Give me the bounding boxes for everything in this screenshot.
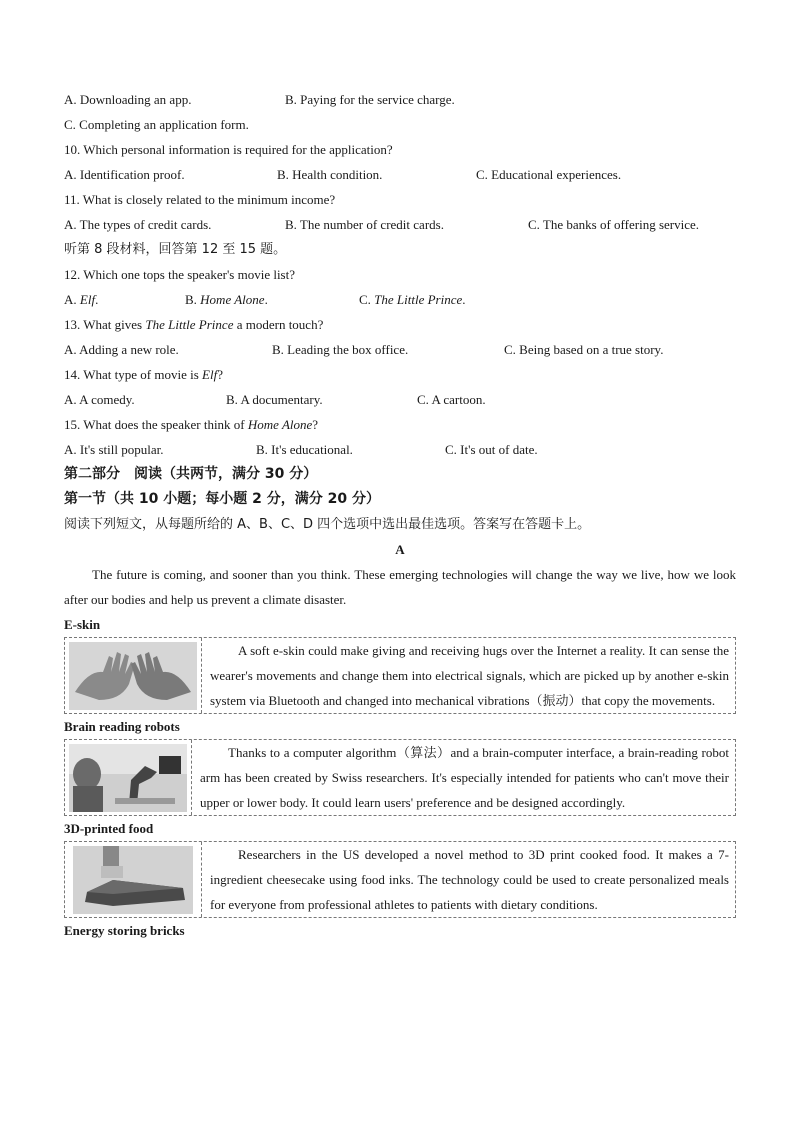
exam-page bbox=[64, 87, 736, 943]
q15-option-a[interactable]: A. It's still popular. bbox=[64, 442, 164, 457]
q11-option-c[interactable]: C. The banks of offering service. bbox=[528, 217, 699, 232]
q15-option-b[interactable]: B. It's educational. bbox=[256, 442, 353, 457]
robots-text: Thanks to a computer algorithm（算法）and a brain-computer interface, a brain-reading robot arm has been created by Swiss researchers. It's especially intended for patients who can't move their upper or lower body. It could learn users' preference and be designed accordingly. bbox=[200, 745, 729, 810]
food-box bbox=[64, 841, 736, 918]
q14-option-a[interactable]: A. A comedy. bbox=[64, 392, 135, 407]
q13-option-c[interactable]: C. Being based on a true story. bbox=[504, 342, 664, 357]
food-heading: 3D-printed food bbox=[64, 821, 154, 836]
q11-option-a[interactable]: A. The types of credit cards. bbox=[64, 217, 212, 232]
q9-option-b[interactable]: B. Paying for the service charge. bbox=[285, 92, 455, 107]
passage-letter: A bbox=[395, 542, 405, 557]
q12-option-a[interactable]: A. Elf. bbox=[64, 292, 99, 307]
eskin-text: A soft e-skin could make giving and receiving hugs over the Internet a reality. It can sense the wearer's movements and change them into electrical signals, which are picked up by another e-skin system via Bluetooth and changed into mechanical vibrations（振动）that copy the movements. bbox=[210, 643, 729, 708]
q10-option-b[interactable]: B. Health condition. bbox=[277, 167, 383, 182]
q10-options bbox=[64, 162, 736, 187]
q11-option-b[interactable]: B. The number of credit cards. bbox=[285, 217, 444, 232]
q9-option-a[interactable]: A. Downloading an app. bbox=[64, 92, 192, 107]
q14-options bbox=[64, 387, 736, 412]
q13-options bbox=[64, 337, 736, 362]
q14-option-b[interactable]: B. A documentary. bbox=[226, 392, 323, 407]
q15-stem: 15. What does the speaker think of Home Alone? bbox=[64, 417, 319, 432]
listening-instruction: 听第 8 段材料，回答第 12 至 15 题。 bbox=[64, 242, 287, 257]
robot-arm-photo-icon bbox=[65, 740, 192, 815]
robots-heading: Brain reading robots bbox=[64, 719, 180, 734]
q15-options bbox=[64, 437, 736, 462]
q9-options-row2 bbox=[64, 112, 736, 137]
q12-stem: 12. Which one tops the speaker's movie list? bbox=[64, 267, 295, 282]
q10-option-a[interactable]: A. Identification proof. bbox=[64, 167, 185, 182]
bricks-heading: Energy storing bricks bbox=[64, 923, 185, 938]
hands-photo-icon bbox=[65, 638, 202, 713]
eskin-box bbox=[64, 637, 736, 714]
reading-instruction: 阅读下列短文，从每题所给的 A、B、C、D 四个选项中选出最佳选项。答案写在答题卡上。 bbox=[64, 517, 591, 532]
q15-option-c[interactable]: C. It's out of date. bbox=[445, 442, 538, 457]
eskin-heading: E-skin bbox=[64, 617, 101, 632]
q14-stem: 14. What type of movie is Elf? bbox=[64, 367, 223, 382]
q9-options-row1 bbox=[64, 87, 736, 112]
q13-option-a[interactable]: A. Adding a new role. bbox=[64, 342, 179, 357]
q13-stem: 13. What gives The Little Prince a modern touch? bbox=[64, 317, 324, 332]
section1-title: 第一节（共 10 小题；每小题 2 分，满分 20 分） bbox=[64, 491, 380, 507]
food-text: Researchers in the US developed a novel method to 3D print cooked food. It makes a 7-ingredient cheesecake using food inks. The technology could be used to create personalized meals for everyone from professional athletes to patients with dietary conditions. bbox=[210, 847, 729, 912]
q12-option-c[interactable]: C. The Little Prince. bbox=[359, 292, 466, 307]
q11-options bbox=[64, 212, 736, 237]
cheesecake-photo-icon bbox=[65, 842, 202, 917]
q10-stem: 10. Which personal information is required for the application? bbox=[64, 142, 393, 157]
q11-stem: 11. What is closely related to the minimum income? bbox=[64, 192, 336, 207]
q14-option-c[interactable]: C. A cartoon. bbox=[417, 392, 486, 407]
q10-option-c[interactable]: C. Educational experiences. bbox=[476, 167, 622, 182]
robots-box bbox=[64, 739, 736, 816]
passage-intro: The future is coming, and sooner than you think. These emerging technologies will change the way we live, how we look after our bodies and help us prevent a climate disaster. bbox=[64, 567, 736, 607]
q13-option-b[interactable]: B. Leading the box office. bbox=[272, 342, 409, 357]
part2-title: 第二部分 阅读（共两节，满分 30 分） bbox=[64, 466, 318, 482]
q12-options bbox=[64, 287, 736, 312]
q9-option-c[interactable]: C. Completing an application form. bbox=[64, 117, 249, 132]
q12-option-b[interactable]: B. Home Alone. bbox=[185, 292, 268, 307]
